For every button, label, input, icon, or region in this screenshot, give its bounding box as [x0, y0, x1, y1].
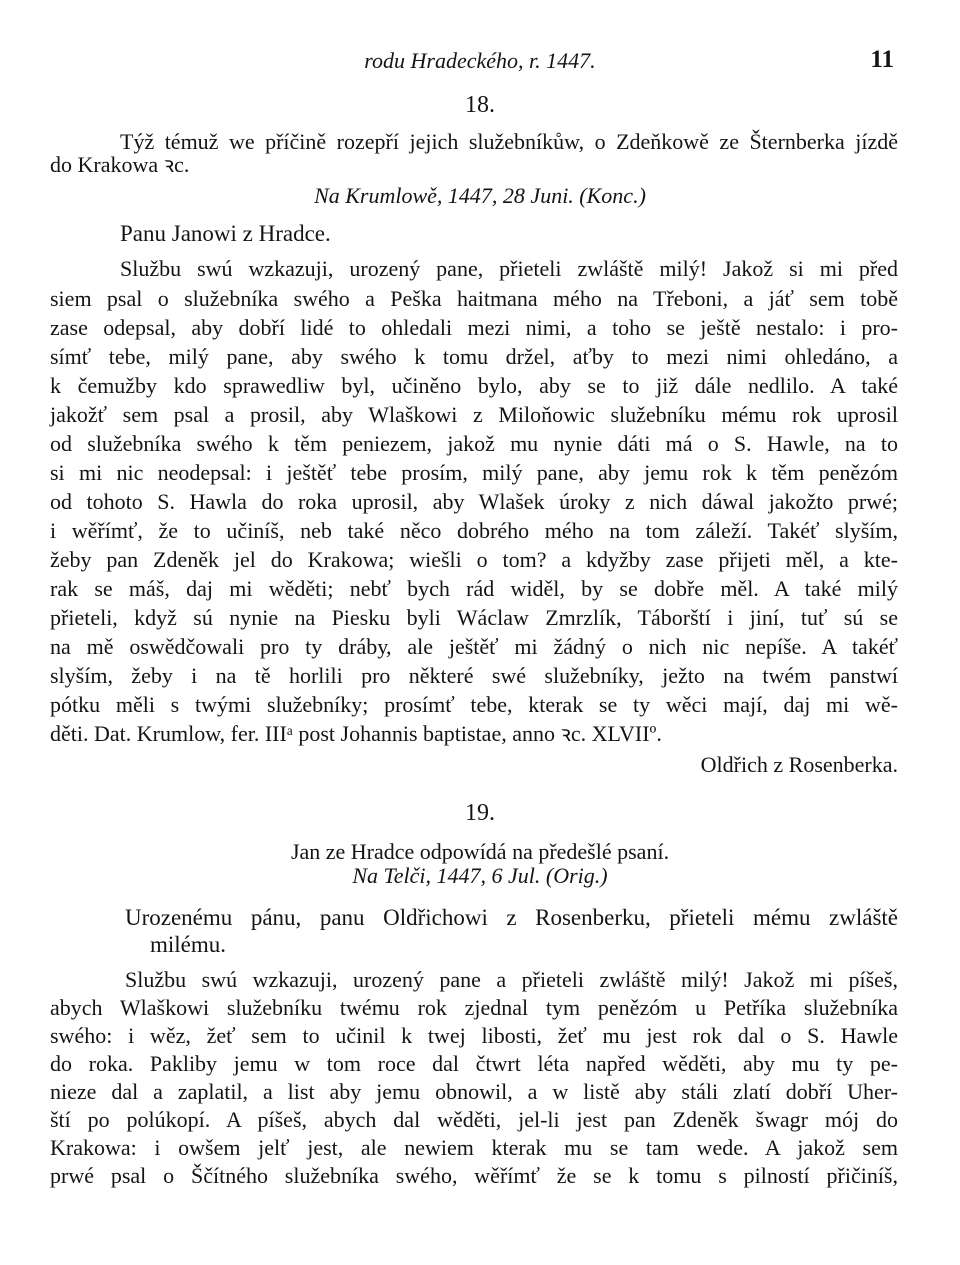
body-line: slyším, žeby i na tě horlili pro některé swé služebníky, ježto na twém panstwí: [50, 663, 898, 688]
signature: Oldřich z Rosenberka.: [700, 752, 898, 777]
page-number: 11: [870, 46, 894, 73]
body-line: zase odepsal, aby dobří lidé to ohledali mezi nimi, a toho se ještě nestalo: i pro-: [50, 315, 898, 340]
document-number-19: 19.: [465, 800, 495, 826]
body-line: k čemužby kdo sprawedliw byl, učiněno bylo, aby se to již dále nedlilo. A také: [50, 373, 898, 398]
summary-line: do Krakowa ꝛc.: [50, 152, 190, 177]
summary: Jan ze Hradce odpowídá na předešlé psaní.: [290, 839, 670, 864]
summary-line: Týž témuž we příčině rozepří jejich služebníkůw, o Zdeňkowě ze Šternberka jízdě: [120, 129, 898, 154]
place-date: Na Krumlowě, 1447, 28 Juni. (Konc.): [314, 183, 646, 208]
letter-address: Urozenému pánu, panu Oldřichowi z Rosenberku, přieteli mému zwláště: [125, 905, 898, 930]
place-date: Na Telči, 1447, 6 Jul. (Orig.): [352, 863, 608, 888]
body-line: žeby pan Zdeněk jel do Krakowa; wiešli o tom? a kdyžby zase přijeti měl, a kte-: [50, 547, 898, 572]
body-line: nieze dal a zaplatil, a list aby jemu obnowil, a w listě aby stáli zlatí dobří Uher-: [50, 1079, 898, 1104]
body-line: rak se máš, daj mi wěděti; nebť bych rád widěl, by se dobře měl. A také milý: [50, 576, 898, 601]
body-line: Krakowa: i owšem jelť jest, ale newiem kterak mu se tam wede. A jakož sem: [50, 1135, 898, 1160]
body-line: přieteli, když sú nynie na Piesku byli Wáclaw Zmrzlík, Táborští i jiní, tuť sú se: [50, 605, 898, 630]
body-line: abych Wlaškowi služebníku twému rok zjednal tym penězóm u Petříka služebníka: [50, 995, 898, 1020]
letter-address: Panu Janowi z Hradce.: [120, 221, 331, 246]
body-line: símť tebe, milý pane, aby swého k tomu držel, aťby to mezi nimi ohledáno, a: [50, 344, 898, 369]
body-line: Službu swú wzkazuji, urozený pane, přieteli zwláště milý! Jakož si mi před: [120, 256, 898, 281]
body-line: od služebníka swého k těm peniezem, jakož mu nynie dáti má o S. Hawle, na to: [50, 431, 898, 456]
running-title: rodu Hradeckého, r. 1447.: [364, 48, 596, 73]
body-line: na mě oswědčowali pro ty drábу, ale ještěť mi žádný o nich nic nepíše. A takéť: [50, 634, 898, 659]
body-line: jakožť sem psal a prosil, aby Wlaškowi z Miloňowic služebníku mému rok uprosil: [50, 402, 898, 427]
body-line: od tohoto S. Hawla do roka uprosil, aby Wlašek úroky z nich dáwal jakožto prwé;: [50, 489, 898, 514]
body-line: swého: i wěz, žeť sem to učinil k twej libosti, žeť mu jest rok dal o S. Hawle: [50, 1023, 898, 1048]
body-line: si mi nic neodepsal: i ještěť tebe prosím, milý pane, aby jemu rok k těm penězóm: [50, 460, 898, 485]
body-line: siem psal o služebníka swého a Peška haitmana mého na Třeboni, a jáť sem tobě: [50, 286, 898, 311]
body-line: do roka. Pakliby jemu w tom roce dal čtwrt léta napřed wěděti, aby mu ty pe-: [50, 1051, 898, 1076]
running-head: [0, 44, 960, 80]
document-number-18: 18.: [465, 92, 495, 118]
body-line: děti. Dat. Krumlow, fer. IIIᵃ post Johannis baptistae, anno ꝛc. XLVIIº.: [50, 721, 662, 746]
body-line: i wěřímť, že to učiníš, neb také něco dobrého mého na tom záleží. Takéť slyším,: [50, 518, 898, 543]
letter-address: milému.: [150, 932, 227, 957]
body-line: Službu swú wzkazuji, urozený pane a přieteli zwláště milý! Jakož mi píšeš,: [125, 967, 898, 992]
body-line: prwé psal o Ščítného služebníka swého, wěřímť že se k tomu s pilností přičiníš,: [50, 1163, 898, 1188]
body-line: pótku měli s twými služebníky; prosímť tebe, kterak se ty wěci mají, daj mi wě-: [50, 692, 898, 717]
body-line: ští po polúkopí. A píšeš, abych dal wěděti, jel-li jest pan Zdeněk šwagr mój do: [50, 1107, 898, 1132]
